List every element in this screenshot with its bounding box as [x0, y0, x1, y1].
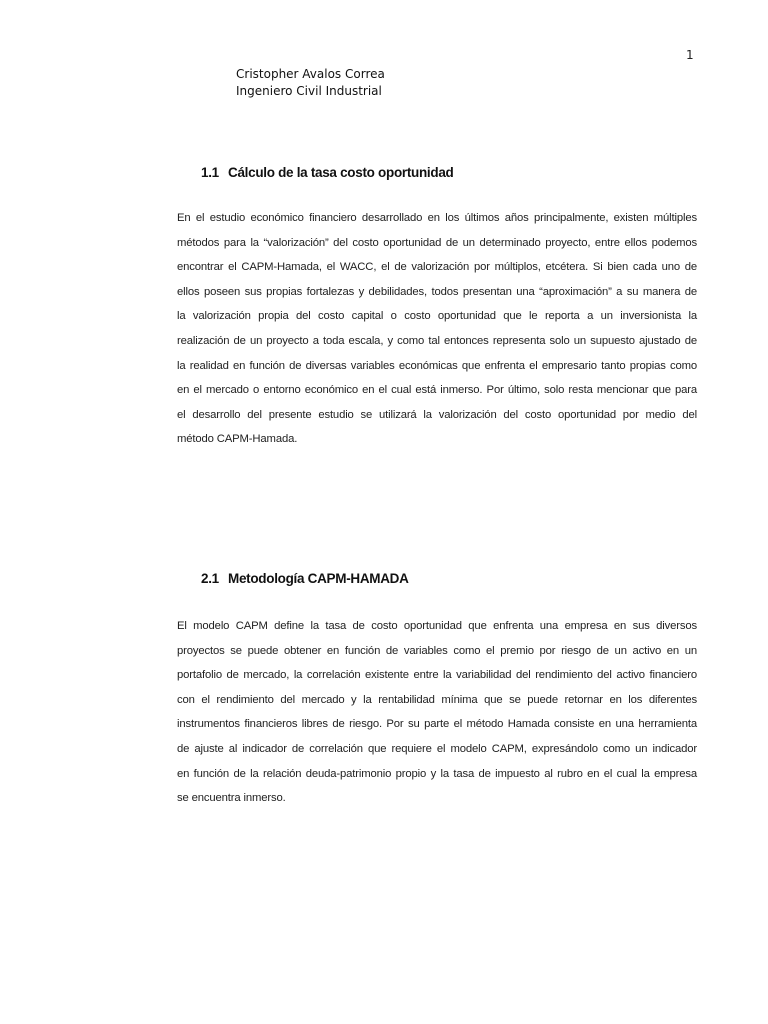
paragraph-line: la valorización propia del costo capital o costo oportunidad que le reporta a un inversionista la: [177, 310, 697, 323]
section-1-paragraph: [177, 206, 697, 452]
author-name: Cristopher Avalos Correa: [236, 67, 385, 81]
paragraph-line: instrumentos financieros libres de riesgo. Por su parte el método Hamada consiste en una herramienta: [177, 718, 697, 731]
section-title: Cálculo de la tasa costo oportunidad: [228, 165, 454, 180]
paragraph-line: métodos para la “valorización” del costo oportunidad de un determinado proyecto, entre ellos podemos: [177, 236, 697, 249]
paragraph-line: el desarrollo del presente estudio se utilizará la valorización del costo oportunidad por medio del: [177, 408, 697, 421]
paragraph-line: en el mercado o entorno económico en el cual está inmerso. Por último, solo resta mencionar que para: [177, 384, 697, 397]
paragraph-line: se encuentra inmerso.: [177, 792, 286, 805]
paragraph-line: realización de un proyecto a toda escala, y como tal entonces representa solo un supuesto ajustado de: [177, 334, 697, 347]
paragraph-line: la realidad en función de diversas variables económicas que enfrenta el empresario tanto propias como: [177, 359, 697, 372]
section-number: 2.1: [201, 571, 219, 586]
paragraph-line: con el rendimiento del mercado y la rentabilidad mínima que se puede retornar en los diferentes: [177, 693, 697, 706]
section-2-paragraph: [177, 614, 697, 811]
page-number: 1: [686, 48, 694, 62]
author-block: [236, 66, 385, 100]
paragraph-line: ellos poseen sus propias fortalezas y debilidades, todos presentan una “aproximación” a su manera de: [177, 285, 697, 298]
author-title: Ingeniero Civil Industrial: [236, 84, 382, 98]
paragraph-line: portafolio de mercado, la correlación existente entre la variabilidad del rendimiento del activo financiero: [177, 669, 697, 682]
paragraph-line: método CAPM-Hamada.: [177, 433, 298, 446]
paragraph-line: En el estudio económico financiero desarrollado en los últimos años principalmente, existen múltiples: [177, 212, 697, 224]
section-heading-1: [201, 165, 453, 180]
paragraph-line: en función de la relación deuda-patrimonio propio y la tasa de impuesto al rubro en el cual la empresa: [177, 767, 697, 780]
paragraph-line: de ajuste al indicador de correlación que requiere el modelo CAPM, expresándolo como un indicador: [177, 742, 697, 755]
paragraph-line: El modelo CAPM define la tasa de costo oportunidad que enfrenta una empresa en sus diversos: [177, 620, 697, 632]
paragraph-line: encontrar el CAPM-Hamada, el WACC, el de valorización por múltiplos, etcétera. Si bien cada uno de: [177, 261, 697, 274]
section-number: 1.1: [201, 165, 219, 180]
section-title: Metodología CAPM-HAMADA: [228, 571, 409, 586]
section-heading-2: [201, 571, 409, 586]
paragraph-line: proyectos se puede obtener en función de variables como el premio por riesgo de un activo en un: [177, 644, 697, 657]
